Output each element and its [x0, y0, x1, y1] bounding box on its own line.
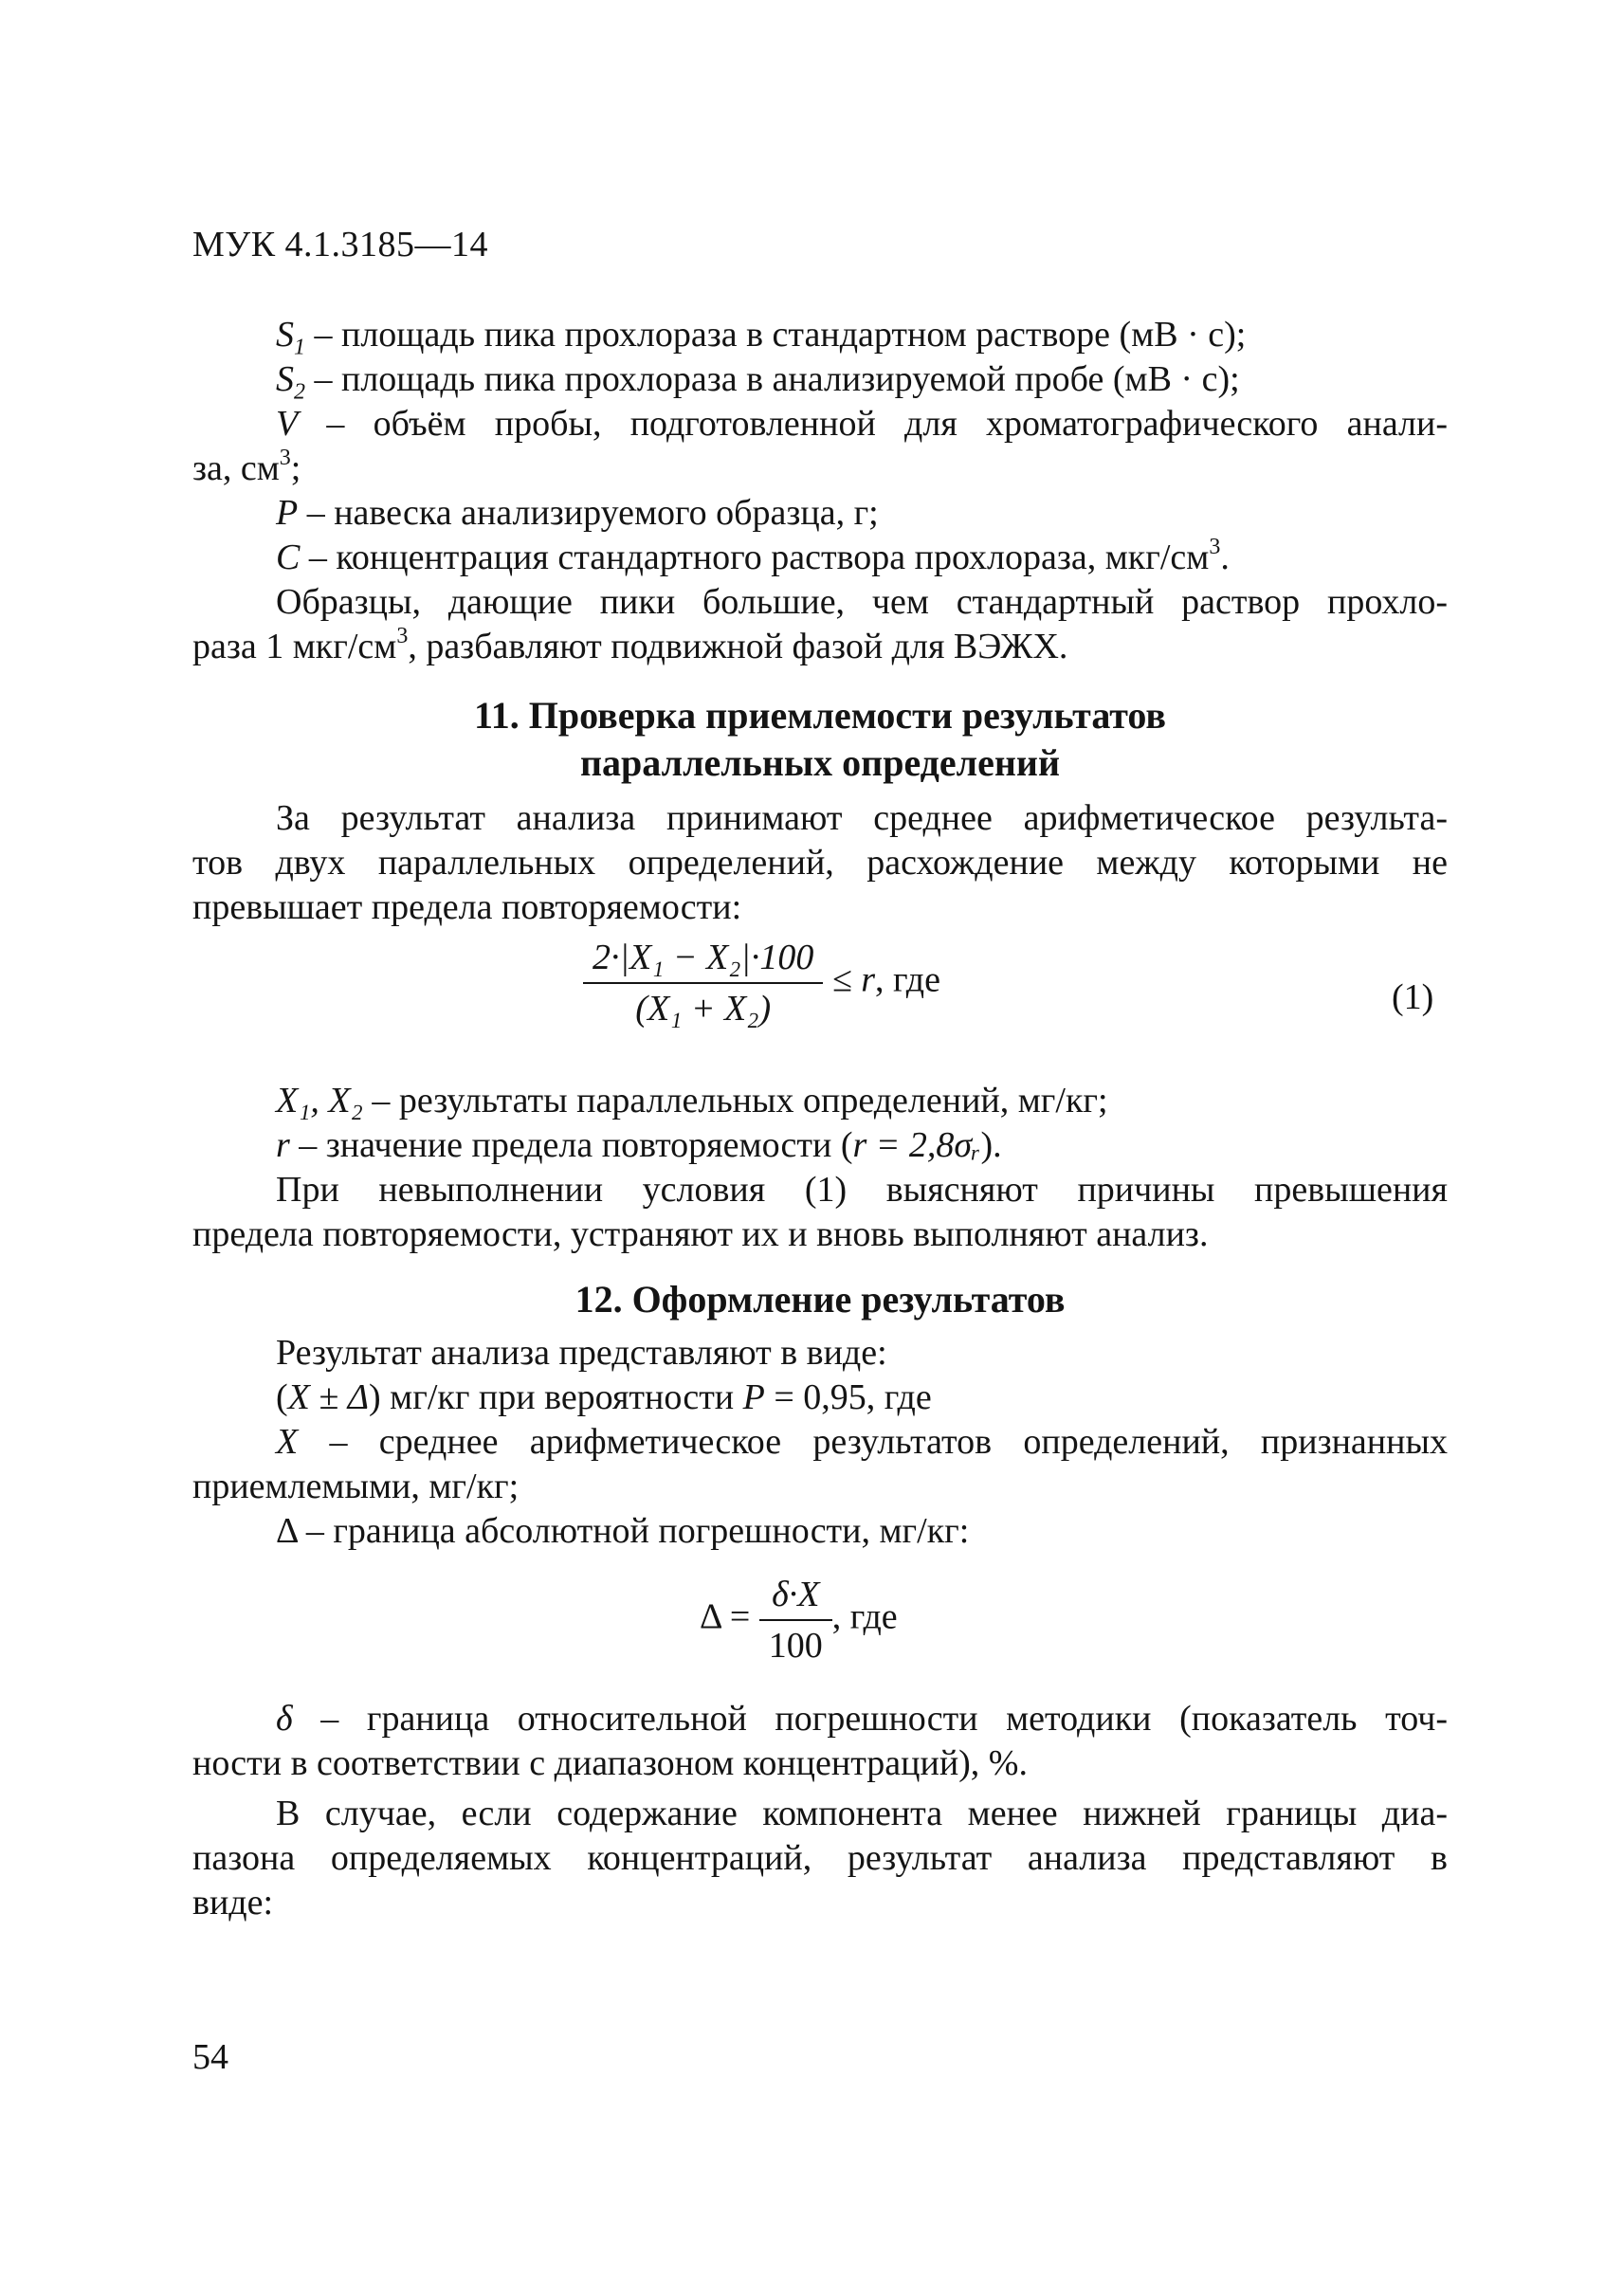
result-form: (X ± Δ) мг/кг при вероятности P = 0,95, где: [276, 1377, 932, 1417]
def-s2: $S_2$ – площадь пика прохлораза в анализируемой пробе (мВ · с);: [276, 359, 1240, 405]
section-12-tail: δ – граница относительной погрешности методики (показатель точ- ности в соответствии с диапазоном концентраций), %. В случае, если содержание компонента менее нижней границы диа- пазона определяемых концентраций, результат анализа представляют в виде:: [192, 1699, 1448, 1922]
equation-number: (1): [1392, 977, 1434, 1017]
document-code-header: МУК 4.1.3185—14: [192, 225, 489, 264]
def-s1: $S_1$ – площадь пика прохлораза в стандартном растворе (мВ · с);: [276, 315, 1247, 360]
def-v-line2: за, $см^3$;: [192, 446, 301, 488]
def-c: C – концентрация стандартного раствора прохлораза, мкг/$см^3$.: [276, 535, 1230, 577]
section-11-definitions: X₁, X₂ – результаты параллельных определений, мг/кг; r – значение предела повторяемости (r = 2,8σᵣ). При невыполнении условия (1) выясняют причины превышения предела повторяемости, устраняют их и вновь выполняют анализ.: [192, 1081, 1448, 1254]
def-v-line1: V – объём пробы, подготовленной для хроматографического анали-: [276, 404, 1448, 444]
def-r: r – значение предела повторяемости (r = 2,8σᵣ).: [276, 1125, 1002, 1165]
page-number: 54: [192, 2037, 228, 2077]
def-x1-x2: X₁, X₂ – результаты параллельных определений, мг/кг;: [276, 1081, 1108, 1121]
delta-formula: Δ = $\frac{\delta\cdot X}{100}$ , где: [700, 1575, 898, 1666]
dilution-line2: раза 1 мкг/$см^3$, разбавляют подвижной фазой для ВЭЖХ.: [192, 624, 1068, 666]
section-11-title: 11. Проверка приемлемости результатов параллельных определений: [473, 694, 1167, 784]
repeatability-formula: $\frac{\text{2·|X₁ − X₂|·100}}{\text{(X₁ + X₂)}}$ ≤ r, где: [583, 937, 940, 1030]
def-p: P – навеска анализируемого образца, г;: [276, 493, 879, 533]
formula-fraction: $\frac{\text{2·|X₁ − X₂|·100}}{\text{(X₁ + X₂)}}$: [583, 937, 823, 1030]
delta-fraction: $\frac{\delta\cdot X}{100}$: [759, 1574, 832, 1667]
section-11-intro: За результат анализа принимают среднее арифметическое результа- тов двух параллельных определений, расхождение между которыми не превышает предела повторяемости:: [192, 798, 1448, 927]
def-delta-rel: δ – граница относительной погрешности методики (показатель точ-: [276, 1699, 1448, 1739]
variable-definitions: [192, 313, 1448, 669]
section-12-title: 12. Оформление результатов: [574, 1278, 1066, 1321]
dilution-line1: Образцы, дающие пики большие, чем стандартный раствор прохло-: [276, 582, 1448, 622]
def-x-mean: X – среднее арифметическое результатов определений, признанных: [276, 1422, 1448, 1462]
section-12-body: Результат анализа представляют в виде: (X ± Δ) мг/кг при вероятности P = 0,95, где X – среднее арифметическое результатов определений, признанных приемлемыми, мг/кг; Δ – граница абсолютной погрешности, мг/кг:: [192, 1333, 1448, 1551]
